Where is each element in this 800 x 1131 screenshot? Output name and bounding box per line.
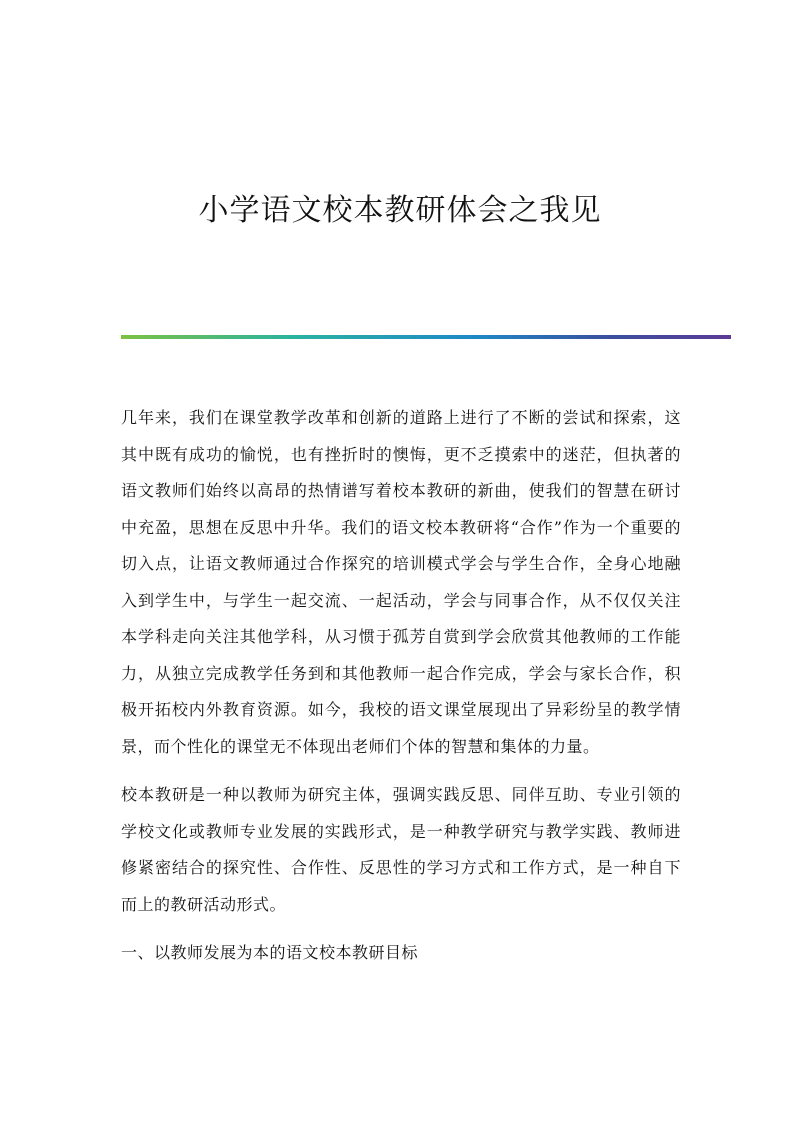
document-body [121, 400, 681, 972]
paragraph-intro: 几年来，我们在课堂教学改革和创新的道路上进行了不断的尝试和探索，这其中既有成功的愉悦，也有挫折时的懊悔，更不乏摸索中的迷茫，但执著的语文教师们始终以高昂的热情谱写着校本教研的新曲，使我们的智慧在研讨中充盈，思想在反思中升华。我们的语文校本教研将“合作”作为一个重要的切入点，让语文教师通过合作探究的培训模式学会与学生合作，全身心地融入到学生中，与学生一起交流、一起活动，学会与同事合作，从不仅仅关注本学科走向关注其他学科，从习惯于孤芳自赏到学会欣赏其他教师的工作能力，从独立完成教学任务到和其他教师一起合作完成，学会与家长合作，积极开拓校内外教育资源。如今，我校的语文课堂展现出了异彩纷呈的教学情景，而个性化的课堂无不体现出老师们个体的智慧和集体的力量。 [121, 408, 681, 756]
section-heading: 一、以教师发展为本的语文校本教研目标 [121, 943, 419, 962]
title-divider [121, 335, 731, 339]
paragraph-definition: 校本教研是一种以教师为研究主体，强调实践反思、同伴互助、专业引领的学校文化或教师专业发展的实践形式，是一种教学研究与教学实践、教师进修紧密结合的探究性、合作性、反思性的学习方式和工作方式，是一种自下而上的教研活动形式。 [121, 785, 681, 914]
document-title: 小学语文校本教研体会之我见 [198, 193, 602, 228]
